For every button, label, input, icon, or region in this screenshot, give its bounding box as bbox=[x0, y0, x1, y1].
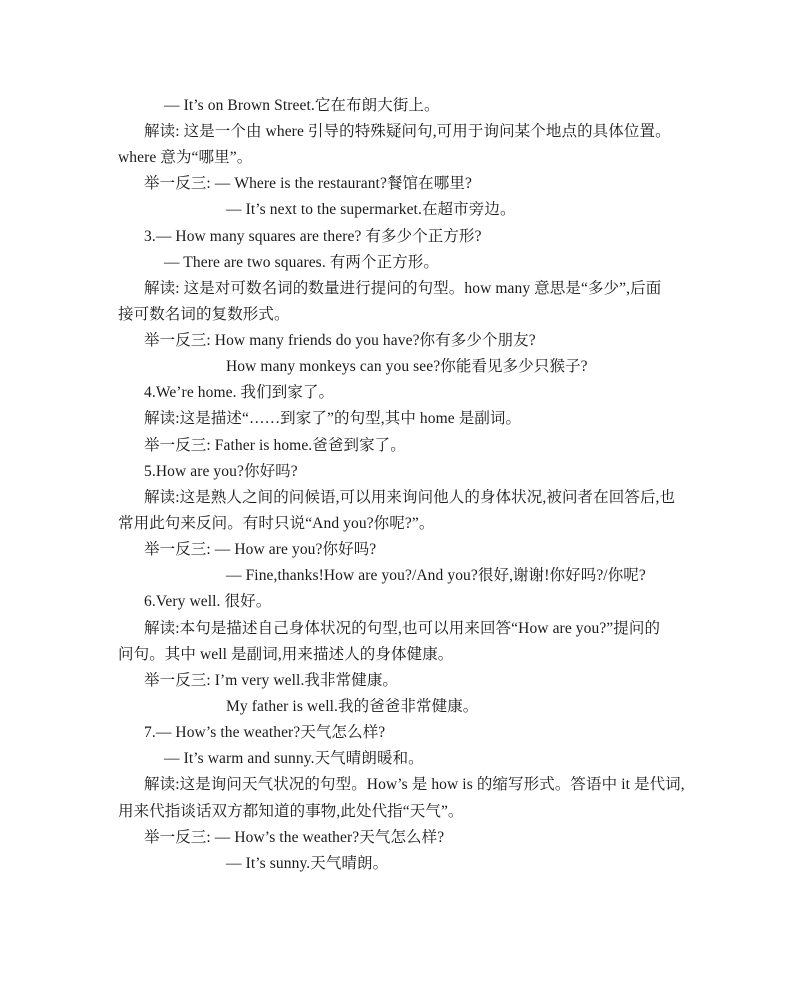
text-line: — It’s sunny.天气晴朗。 bbox=[226, 855, 389, 872]
text-line: 解读: 这是对可数名词的数量进行提问的句型。how many 意思是“多少”,后面 bbox=[144, 280, 662, 297]
text-line: 接可数名词的复数形式。 bbox=[118, 306, 290, 323]
text-line: How many monkeys can you see?你能看见多少只猴子? bbox=[226, 358, 588, 375]
text-line: 举一反三: — Where is the restaurant?餐馆在哪里? bbox=[144, 175, 472, 192]
text-line: — It’s on Brown Street.它在布朗大街上。 bbox=[164, 97, 440, 114]
text-line: 举一反三: — How are you?你好吗? bbox=[144, 541, 377, 558]
text-line: 举一反三: How many friends do you have?你有多少个朋友? bbox=[144, 332, 536, 349]
text-line: 3.— How many squares are there? 有多少个正方形? bbox=[144, 228, 482, 245]
text-line: 问句。其中 well 是副词,用来描述人的身体健康。 bbox=[118, 646, 454, 663]
text-line: 举一反三: — How’s the weather?天气怎么样? bbox=[144, 829, 445, 846]
text-line: 常用此句来反问。有时只说“And you?你呢?”。 bbox=[118, 515, 435, 532]
text-line: 4.We’re home. 我们到家了。 bbox=[144, 384, 335, 401]
text-line: 举一反三: I’m very well.我非常健康。 bbox=[144, 672, 399, 689]
text-line: 6.Very well. 很好。 bbox=[144, 593, 272, 610]
text-line: 举一反三: Father is home.爸爸到家了。 bbox=[144, 437, 406, 454]
text-line: 解读:这是询问天气状况的句型。How’s 是 how is 的缩写形式。答语中 it 是代词, bbox=[144, 776, 685, 793]
text-line: 7.— How’s the weather?天气怎么样? bbox=[144, 724, 386, 741]
text-line: — It’s warm and sunny.天气晴朗暖和。 bbox=[164, 750, 424, 767]
text-line: 用来代指谈话双方都知道的事物,此处代指“天气”。 bbox=[118, 803, 464, 820]
text-line: 解读:本句是描述自己身体状况的句型,也可以用来回答“How are you?”提问的 bbox=[144, 620, 661, 637]
text-line: My father is well.我的爸爸非常健康。 bbox=[226, 698, 479, 715]
text-line: — It’s next to the supermarket.在超市旁边。 bbox=[226, 201, 516, 218]
text-line: 5.How are you?你好吗? bbox=[144, 463, 298, 480]
text-line: — Fine,thanks!How are you?/And you?很好,谢谢!你好吗?/你呢? bbox=[226, 567, 646, 584]
text-line: where 意为“哪里”。 bbox=[118, 149, 253, 166]
text-line: 解读: 这是一个由 where 引导的特殊疑问句,可用于询问某个地点的具体位置。 bbox=[144, 123, 671, 140]
text-line: — There are two squares. 有两个正方形。 bbox=[164, 254, 439, 271]
text-line: 解读:这是描述“……到家了”的句型,其中 home 是副词。 bbox=[144, 410, 522, 427]
text-line: 解读:这是熟人之间的问候语,可以用来询问他人的身体状况,被问者在回答后,也 bbox=[144, 489, 676, 506]
